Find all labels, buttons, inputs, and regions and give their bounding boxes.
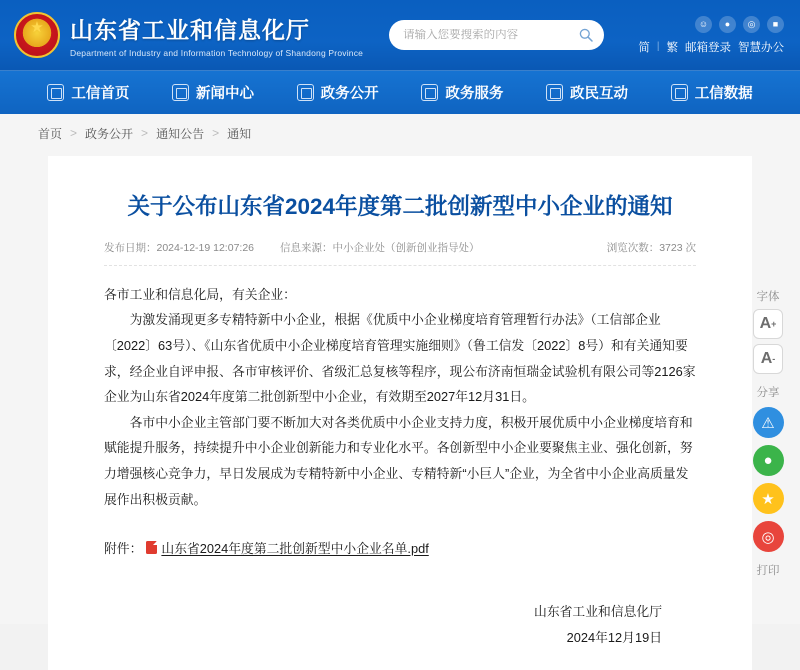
national-emblem-icon — [14, 12, 60, 58]
font-size-label: 字体 — [756, 291, 780, 303]
font-decrease-sup: - — [772, 354, 776, 364]
font-decrease-glyph: A — [760, 350, 773, 367]
font-decrease-button[interactable] — [753, 344, 783, 374]
views-unit: 次 — [685, 241, 696, 254]
attachment-link[interactable]: 山东省2024年度第二批创新型中小企业名单.pdf — [161, 541, 429, 557]
font-increase-glyph: A — [759, 315, 772, 332]
font-increase-sup: + — [771, 319, 777, 329]
mail-login-link[interactable]: 邮箱登录 — [685, 41, 731, 54]
nav-label: 政务公开 — [320, 86, 379, 102]
page-title: 关于公布山东省2024年度第二批创新型中小企业的通知 — [127, 194, 673, 219]
publish-date — [104, 240, 254, 255]
weibo-icon[interactable]: ◎ — [753, 521, 784, 552]
smart-office-link[interactable]: 智慧办公 — [738, 41, 784, 54]
search-input[interactable] — [403, 29, 578, 41]
breadcrumb-item-home[interactable]: 首页 — [38, 126, 63, 141]
wechat-icon[interactable]: ● — [719, 16, 736, 33]
print-label: 打印 — [756, 565, 780, 577]
article-paragraph: 各市工业和信息化局，有关企业： — [104, 286, 296, 302]
search-icon[interactable] — [578, 27, 594, 43]
site-header — [0, 0, 800, 70]
nav-label: 政民互动 — [570, 86, 629, 102]
breadcrumb-separator: > — [141, 126, 149, 140]
article-meta — [104, 240, 696, 266]
data-icon — [671, 84, 688, 101]
breadcrumb-item-announcements[interactable]: 通知公告 — [156, 126, 205, 141]
view-count — [607, 240, 696, 255]
source — [280, 240, 480, 255]
site-title-cn: 山东省工业和信息化厅 — [70, 17, 310, 43]
main-nav — [0, 70, 800, 114]
breadcrumb-item-notice[interactable]: 通知 — [227, 126, 252, 141]
publish-date-label: 发布日期： — [104, 241, 157, 254]
attachment-label: 附件： — [104, 541, 143, 557]
breadcrumb-separator: > — [212, 126, 220, 140]
weibo-icon[interactable]: ◎ — [743, 16, 760, 33]
wechat-icon[interactable]: ● — [753, 445, 784, 476]
nav-item-government-service[interactable] — [400, 82, 525, 103]
accessibility-icon[interactable]: ☺ — [695, 16, 712, 33]
site-title-en: Department of Industry and Information Technology of Shandong Province — [70, 48, 364, 58]
publish-date-value: 2024-12-19 12:07:26 — [156, 241, 254, 254]
news-icon — [172, 84, 189, 101]
signature-block — [104, 599, 696, 650]
bell-icon[interactable]: ⚠ — [753, 407, 784, 438]
nav-label: 工信数据 — [694, 86, 753, 102]
nav-item-government-disclosure[interactable] — [275, 82, 400, 103]
star-icon[interactable]: ★ — [753, 483, 784, 514]
font-increase-button[interactable] — [753, 309, 783, 339]
source-label: 信息来源： — [280, 241, 333, 254]
views-value: 3723 — [659, 241, 683, 254]
interaction-icon — [546, 84, 563, 101]
search-box[interactable] — [389, 20, 604, 50]
nav-item-news[interactable] — [151, 82, 276, 103]
nav-label: 新闻中心 — [196, 86, 254, 102]
service-icon — [421, 84, 438, 101]
site-brand — [70, 12, 363, 58]
attachment-row — [104, 538, 696, 557]
breadcrumb-item-disclosure[interactable]: 政务公开 — [85, 126, 134, 141]
signature-org: 山东省工业和信息化厅 — [534, 604, 662, 620]
link-separator: | — [656, 41, 660, 52]
lang-traditional-link[interactable]: 繁 — [666, 41, 678, 54]
views-label: 浏览次数： — [606, 241, 660, 254]
nav-item-data[interactable] — [649, 82, 774, 103]
nav-item-home[interactable] — [26, 82, 151, 103]
article-body — [104, 282, 696, 512]
nav-item-interaction[interactable] — [525, 82, 650, 103]
article-card — [48, 156, 752, 670]
side-toolbar — [736, 278, 800, 583]
app-icon[interactable]: ■ — [767, 16, 784, 33]
home-icon — [47, 84, 64, 101]
article-paragraph: 为激发涌现更多专精特新中小企业，根据《优质中小企业梯度培育管理暂行办法》（工信部企业〔2022〕63号）、《山东省优质中小企业梯度培育管理实施细则》（鲁工信发〔2022〕8号）和有关通知要求，经企业自评申报、各市审核评价、省级汇总复核等程序，现公布济南恒瑞金试验机有限公司等2126家企业为山东省2024年度第二批创新型中小企业，有效期至2027年12月31日。 — [104, 312, 696, 405]
lang-simplified-link[interactable]: 简 — [638, 41, 650, 54]
pdf-icon — [146, 541, 157, 554]
breadcrumb-separator: > — [70, 126, 78, 140]
share-label: 分享 — [756, 387, 780, 399]
breadcrumb — [0, 114, 800, 152]
nav-label: 工信首页 — [71, 86, 130, 102]
header-icon-group — [695, 16, 784, 33]
article-paragraph: 各市中小企业主管部门要不断加大对各类优质中小企业支持力度，积极开展优质中小企业梯度培育和赋能提升服务，持续提升中小企业创新能力和专业化水平。各创新型中小企业要聚焦主业、强化创新，努力增强核心竞争力，早日发展成为专精特新中小企业、专精特新“小巨人”企业，为全省中小企业高质量发展作出积极贡献。 — [104, 414, 693, 507]
source-value: 中小企业处（创新创业指导处） — [332, 241, 480, 254]
document-icon — [297, 84, 314, 101]
nav-label: 政务服务 — [445, 86, 504, 102]
header-right — [638, 16, 786, 55]
signature-date: 2024年12月19日 — [566, 629, 662, 645]
header-links — [638, 39, 784, 55]
